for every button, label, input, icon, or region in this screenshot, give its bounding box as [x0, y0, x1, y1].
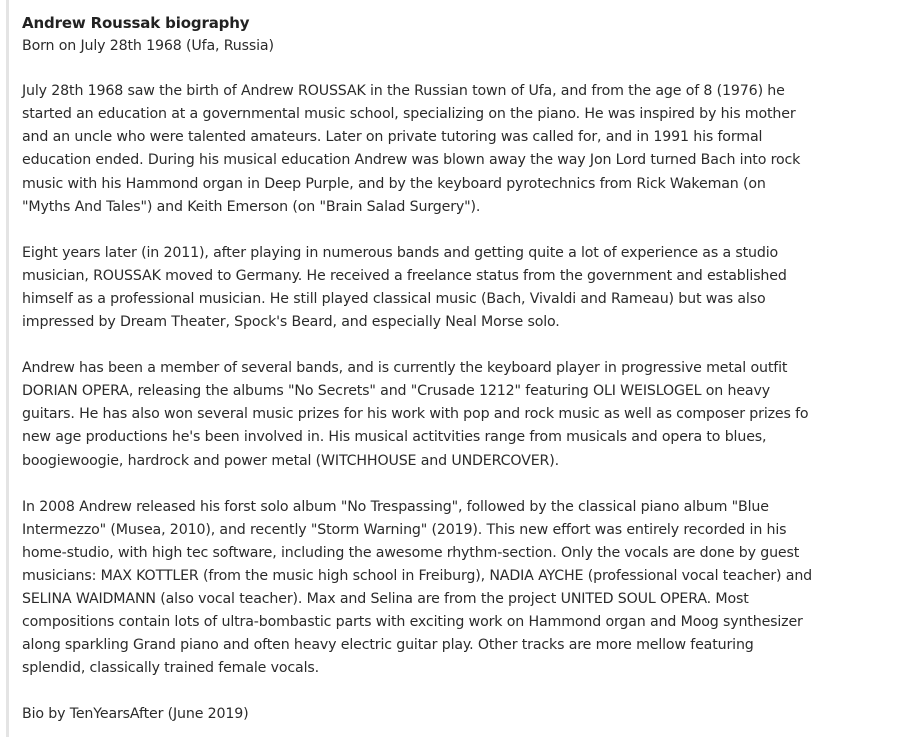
paragraph-line: July 28th 1968 saw the birth of Andrew ROUSSAK in the Russian town of Ufa, and from the age of 8 (1976) he	[22, 83, 785, 100]
paragraph-line: Andrew has been a member of several bands, and is currently the keyboard player in progressive metal outfit	[22, 360, 788, 377]
paragraph-line: home-studio, with high tec software, including the awesome rhythm-section. Only the vocals are done by guest	[22, 544, 800, 561]
paragraph-line: music with his Hammond organ in Deep Purple, and by the keyboard pyrotechnics from Rick Wakeman (on	[22, 175, 766, 192]
biography-paragraph-1	[22, 80, 900, 219]
biography-paragraph-2	[22, 242, 900, 334]
biography-birth-info: Born on July 28th 1968 (Ufa, Russia)	[22, 38, 274, 55]
paragraph-line: Eight years later (in 2011), after playing in numerous bands and getting quite a lot of experience as a studio	[22, 244, 779, 261]
paragraph-line: started an education at a governmental music school, specializing on the piano. He was inspired by his mother	[22, 106, 796, 123]
biography-paragraph-4	[22, 496, 900, 681]
paragraph-line: compositions contain lots of ultra-bombastic parts with exciting work on Hammond organ and Moog synthesizer	[22, 614, 803, 631]
biography-content	[22, 12, 900, 726]
paragraph-line: splendid, classically trained female vocals.	[22, 660, 319, 677]
paragraph-line: and an uncle who were talented amateurs. Later on private tutoring was called for, and in 1991 his formal	[22, 129, 763, 146]
quote-rule	[6, 0, 9, 737]
paragraph-line: musician, ROUSSAK moved to Germany. He received a freelance status from the government and established	[22, 267, 787, 284]
paragraph-line: education ended. During his musical education Andrew was blown away the way Jon Lord turned Bach into rock	[22, 152, 801, 169]
paragraph-line: "Myths And Tales") and Keith Emerson (on "Brain Salad Surgery").	[22, 198, 481, 215]
paragraph-line: musicians: MAX KOTTLER (from the music high school in Freiburg), NADIA AYCHE (professional vocal teacher) and	[22, 567, 813, 584]
biography-title: Andrew Roussak biography	[22, 14, 250, 32]
paragraph-line: new age productions he's been involved in. His musical actitvities range from musicals and opera to blues,	[22, 429, 767, 446]
paragraph-line: DORIAN OPERA, releasing the albums "No Secrets" and "Crusade 1212" featuring OLI WEISLOGEL on heavy	[22, 383, 770, 400]
paragraph-line: boogiewoogie, hardrock and power metal (WITCHHOUSE and UNDERCOVER).	[22, 452, 559, 469]
paragraph-line: SELINA WAIDMANN (also vocal teacher). Max and Selina are from the project UNITED SOUL OPERA. Most	[22, 590, 749, 607]
paragraph-line: guitars. He has also won several music prizes for his work with pop and rock music as well as composer prizes fo	[22, 406, 809, 423]
biography-credit: Bio by TenYearsAfter (June 2019)	[22, 706, 249, 723]
paragraph-line: In 2008 Andrew released his forst solo album "No Trespassing", followed by the classical piano album "Blue	[22, 498, 769, 515]
biography-paragraph-3	[22, 357, 900, 472]
paragraph-line: impressed by Dream Theater, Spock's Beard, and especially Neal Morse solo.	[22, 314, 560, 331]
paragraph-line: along sparkling Grand piano and often heavy electric guitar play. Other tracks are more mellow featuring	[22, 637, 754, 654]
paragraph-line: himself as a professional musician. He still played classical music (Bach, Vivaldi and Rameau) but was also	[22, 290, 766, 307]
paragraph-line: Intermezzo" (Musea, 2010), and recently "Storm Warning" (2019). This new effort was entirely recorded in his	[22, 521, 787, 538]
